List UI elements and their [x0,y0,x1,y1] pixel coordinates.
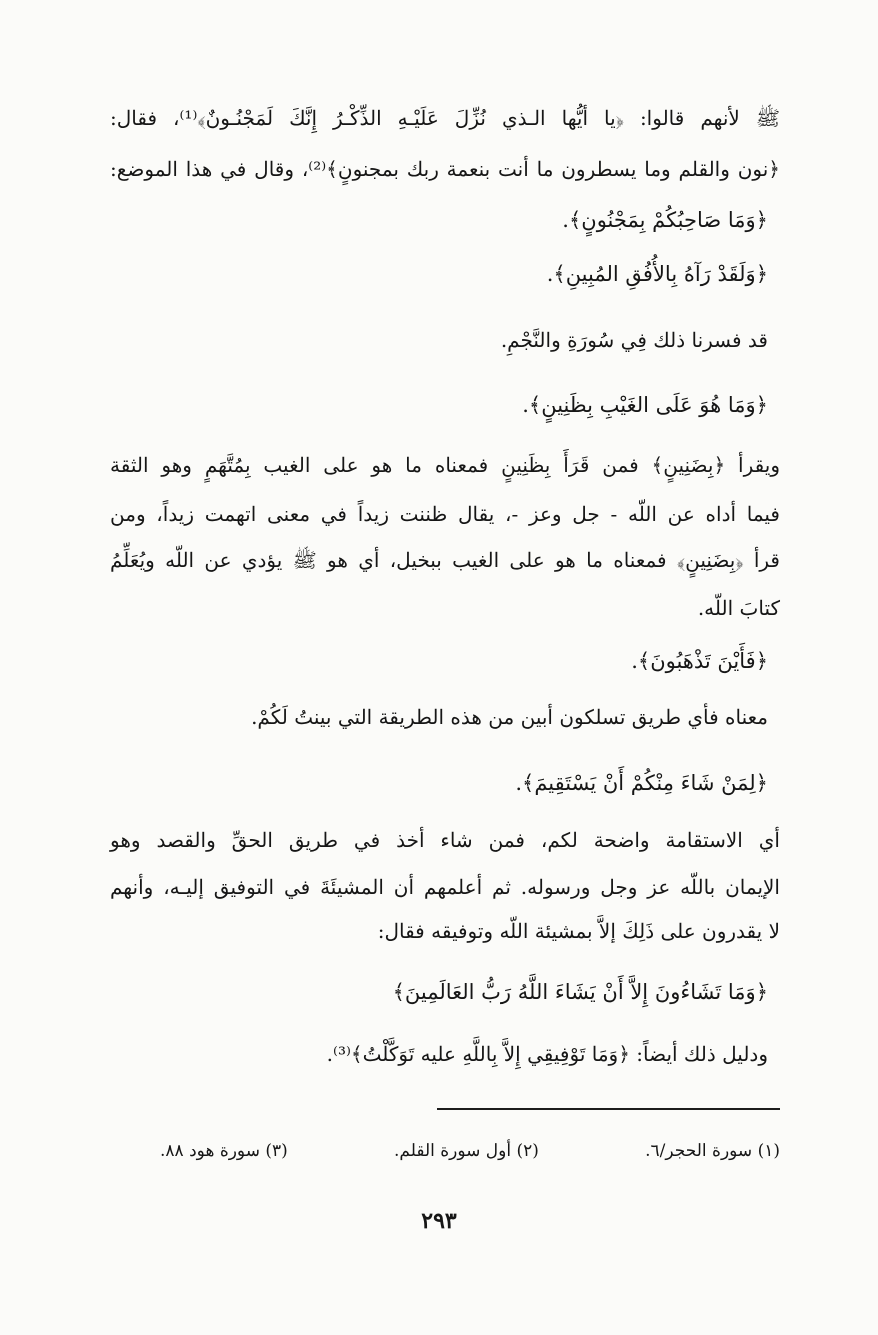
footnote-3: (٣) سورة هود ٨٨. [160,1141,288,1161]
footnote-separator [437,1108,780,1110]
quran-verse: ﴿لِمَنْ شَاءَ مِنْكُمْ أَنْ يَسْتَقِيمَ﴾. [515,771,768,795]
quran-verse: ﴿وَمَا تَشَاءُونَ إِلاَّ أَنْ يَشَاءَ اللَّهُ رَبُّ العَالَمِينَ﴾ [392,980,768,1004]
text-line: أي الاستقامة واضحة لكم، فمن شاء أخذ في طريق الحقِّ والقصد وهو [110,828,780,852]
text-line: ودليل ذلك أيضاً: ﴿وَمَا تَوْفِيقِي إِلاَّ بِاللَّهِ عليه تَوَكَّلْتُ﴾⁽³⁾. [326,1042,768,1066]
footnotes [160,1138,780,1164]
text-line: كتابَ اللّه. [697,596,780,620]
footnote-1: (١) سورة الحجر/٦. [645,1141,780,1161]
quran-verse: ﴿وَلَقَدْ رَآهُ بِالأُفُقِ المُبِينِ﴾. [546,262,768,286]
footnote-2: (٢) أول سورة القلم. [394,1141,539,1161]
quran-verse: ﴿وَمَا صَاحِبُكُمْ بِمَجْنُونٍ﴾. [562,208,768,232]
page-number: ٢٩٣ [421,1208,457,1234]
text-line: لا يقدرون على ذَلِكَ إلاَّ بمشيئة اللّه وتوفيقه فقال: [377,919,780,943]
text-line: ﷺ لأنهم قالوا: ﴿يا أيُّها الـذي نُزِّلَ عَلَيْـهِ الذِّكْـرُ إِنَّكَ لَمَجْنُـونٌ﴾⁽¹⁾، فقال: [110,106,780,130]
quran-verse: ﴿وَمَا هُوَ عَلَى الغَيْبِ بِظَنِينٍ﴾. [522,393,768,417]
text-line: فيما أداه عن اللّه - جل وعز -، يقال ظننت زيداً في معنى اتهمت زيداً، ومن [110,502,780,526]
text-line: قد فسرنا ذلك فِي سُورَةِ والنَّجْمِ. [500,328,768,352]
text-line: ﴿نون والقلم وما يسطرون ما أنت بنعمة ربك بمجنونٍ﴾⁽²⁾، وقال في هذا الموضع: [110,157,780,181]
text-line: قرأ ﴿بِضَنِينٍ﴾ فمعناه ما هو على الغيب ببخيل، أي هو ﷺ يؤدي عن اللّه ويُعَلِّمُ [110,548,780,572]
quran-verse: ﴿فَأَيْنَ تَذْهَبُونَ﴾. [631,649,768,673]
text-line: معناه فأي طريق تسلكون أبين من هذه الطريقة التي بينتُ لَكُمْ. [251,705,768,729]
text-line: ويقرأ ﴿بِضَنِينٍ﴾ فمن قَرَأَ بِظَنِينٍ فمعناه ما هو على الغيب بِمُتَّهَمٍ وهو الثقة [110,453,780,477]
text-line: الإيمان باللّه عز وجل ورسوله. ثم أعلمهم أن المشيئَةَ في التوفيق إليـه، وأنهم [110,875,780,899]
